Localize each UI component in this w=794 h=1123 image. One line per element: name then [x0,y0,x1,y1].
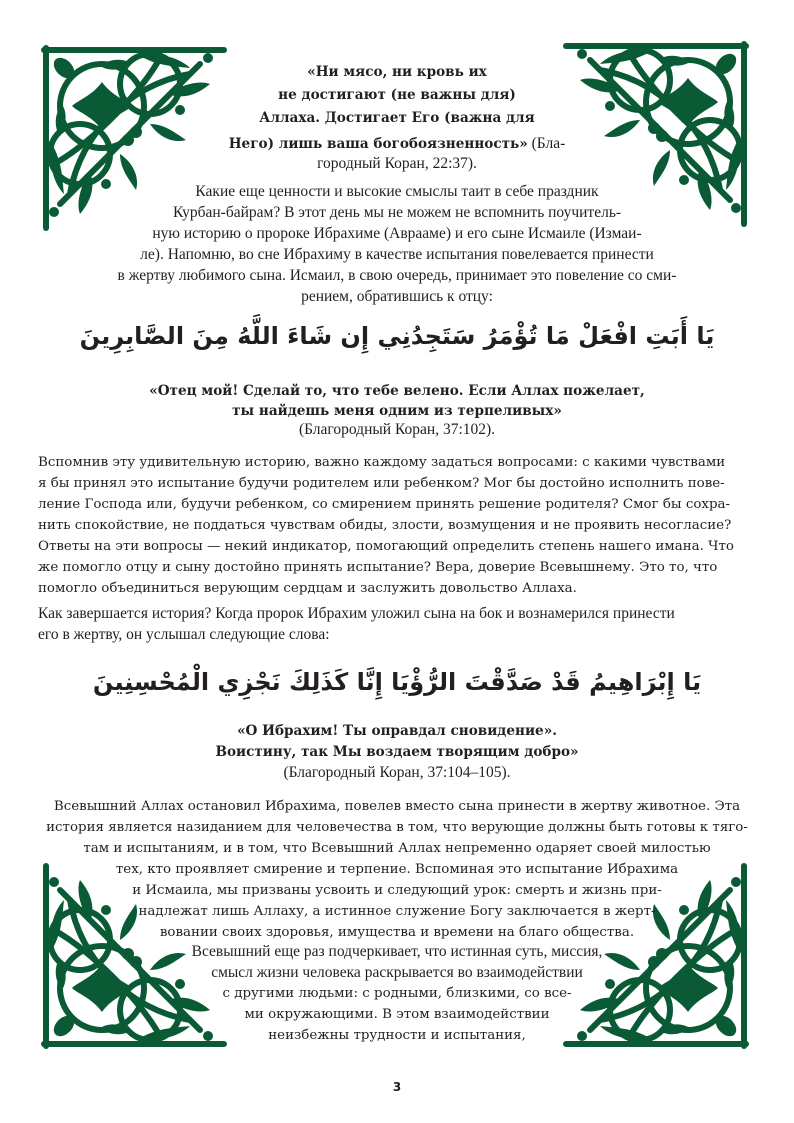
paragraph-line: в жертву любимого сына. Исмаил, в свою очередь, принимает это повеление со сми- [117,267,677,284]
quote3-source: (Благородный Коран, 37:104–105). [283,764,511,781]
quote2-source: (Благородный Коран, 37:102). [298,421,496,438]
paragraph-line: тех, кто проявляет смирение и терпение. Вспоминая это испытание Ибрахима [115,862,679,877]
quote1-source: городный Коран, 22:37). [317,155,477,172]
paragraph-line: ную историю о пророке Ибрахиме (Аврааме) и его сыне Исмаиле (Измаи- [152,225,642,242]
paragraph-line: ми окружающими. В этом взаимодействии [244,1007,550,1022]
paragraph-line: Ответы на эти вопросы — некий индикатор, помогающий определить степень нашего имана. Что [38,539,734,554]
paragraph-line: неизбежны трудности и испытания, [268,1028,526,1043]
quote3-line: «О Ибрахим! Ты оправдал сновидение». [237,723,557,739]
paragraph-line: ление Господа или, будучи ребенком, со смирением принять решение родителя? Смог бы сохра- [38,497,731,512]
paragraph-line: Всевышний еще раз подчеркивает, что истинная суть, миссия, [191,943,603,960]
quote1-line: Него) лишь ваша богобоязненность» [228,136,528,152]
paragraph-line: его в жертву, он услышал следующие слова: [38,626,330,643]
quote1-line: Аллаха. Достигает Его (важна для [259,110,535,126]
paragraph-line: Вспомнив эту удивительную историю, важно каждому задаться вопросами: с какими чувствами [38,455,726,470]
paragraph-line: помогло объединиться верующим сердцам и заслужить довольство Аллаха. [38,581,577,596]
paragraph-line: Курбан-байрам? В этот день мы не можем не вспомнить поучитель- [172,204,622,221]
paragraph-line: смысл жизни человека раскрывается во взаимодействии [211,964,583,981]
quote2-line: «Отец мой! Сделай то, что тебе велено. Если Аллах пожелает, [149,383,645,399]
paragraph-line: Как завершается история? Когда пророк Ибрахим уложил сына на бок и вознамерился принести [38,605,675,622]
quote3-line: Воистину, так Мы воздаем творящим добро» [215,744,579,760]
paragraph-line: Всевышний Аллах остановил Ибрахима, повелев вместо сына принести в жертву животное. Эта [53,799,741,814]
quote1-line: «Ни мясо, ни кровь их [307,64,487,80]
paragraph-line: и Исмаила, мы призваны усвоить и следующий урок: смерть и жизнь при- [132,883,662,898]
paragraph-line: я бы принял это испытание будучи родителем или ребенком? Мог бы достойно исполнить пове- [38,476,725,491]
arabic-verse: يَا أَبَتِ افْعَلْ مَا تُؤْمَرُ سَتَجِدُنِي إِن شَاءَ اللَّهُ مِنَ الصَّابِرِينَ [79,322,715,350]
paragraph-line: надлежат лишь Аллаху, а истинное служение Богу заключается в жерт- [138,904,656,919]
paragraph-line: история является назиданием для человечества в том, что верующие должны быть готовы к тяго- [46,820,748,835]
paragraph-line: с другими людьми: с родными, близкими, со все- [222,986,572,1001]
paragraph-line: вовании своих здоровья, имущества и времени на благо общества. [159,925,635,940]
quote1-last-line [0,133,794,153]
paragraph-line: там и испытаниям, и в том, что Всевышний Аллах непременно одаряет своей милостью [83,841,711,856]
paragraph-line: рением, обратившись к отцу: [301,288,493,305]
paragraph-line: Какие еще ценности и высокие смыслы таит в себе праздник [195,183,599,200]
quote1-source: (Бла- [527,135,566,152]
paragraph-line: же помогло отцу и сыну достойно принять испытание? Вера, доверие Всевышнему. Это то, что [38,560,718,575]
arabic-verse: يَا إِبْرَاهِيمُ قَدْ صَدَّقْتَ الرُّؤْيَا إِنَّا كَذَلِكَ نَجْزِي الْمُحْسِنِينَ [92,668,702,696]
quote2-line: ты найдешь меня одним из терпеливых» [232,403,562,419]
page-number: 3 [392,1080,402,1094]
paragraph-line: ле). Напомню, во сне Ибрахиму в качестве испытания повелевается принести [140,246,654,263]
paragraph-line: нить спокойствие, не поддаться чувствам обиды, злости, возмущения и не проявить несогласие? [38,518,732,533]
quote1-line: не достигают (не важны для) [278,87,516,103]
